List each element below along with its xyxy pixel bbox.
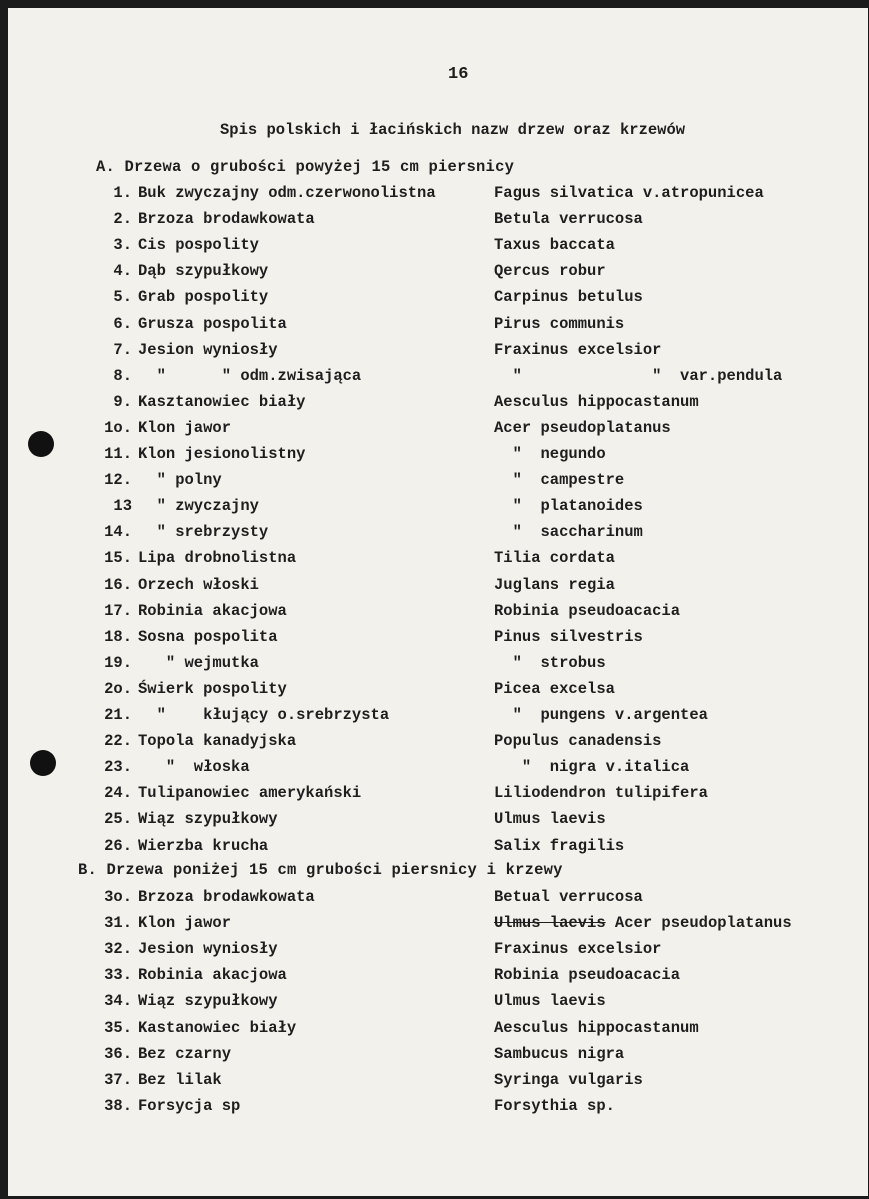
list-item: [8, 784, 868, 806]
list-item: [8, 602, 868, 624]
item-number: 31.: [104, 914, 132, 933]
latin-name-text: Carpinus betulus: [494, 288, 643, 307]
polish-name: " zwyczajny: [138, 497, 259, 516]
latin-name: [494, 732, 661, 750]
item-number: 2.: [113, 210, 132, 229]
latin-name: [494, 367, 782, 385]
list-item: [8, 471, 868, 493]
list-item: [8, 210, 868, 232]
latin-name-text: Juglans regia: [494, 575, 615, 594]
polish-name: Orzech włoski: [138, 575, 259, 594]
latin-name-text: Populus canadensis: [494, 732, 662, 751]
list-item: [8, 549, 868, 571]
item-number: 19.: [104, 653, 132, 672]
latin-name-text: Ulmus laevis: [494, 810, 606, 829]
polish-name: Grusza pospolita: [138, 314, 287, 333]
item-number: 14.: [104, 523, 132, 542]
item-number: 13: [113, 497, 132, 516]
polish-name: Robinia akacjowa: [138, 601, 287, 620]
polish-name: " kłujący o.srebrzysta: [138, 706, 390, 724]
polish-name: Tulipanowiec amerykański: [138, 784, 362, 803]
list-item: [8, 706, 868, 728]
latin-name-text: Tilia cordata: [494, 549, 615, 568]
item-number: 33.: [104, 966, 132, 985]
list-item: [8, 940, 868, 962]
latin-name: [494, 680, 615, 698]
item-number: 1o.: [104, 418, 132, 437]
latin-name-text: Robinia pseudoacacia: [494, 601, 681, 620]
latin-name: [494, 810, 606, 828]
section-a-heading: A. Drzewa o grubości powyżej 15 cm piersnicy: [96, 158, 515, 176]
polish-name: " wejmutka: [138, 653, 259, 672]
latin-name: [494, 966, 680, 984]
section-b-heading: B. Drzewa poniżej 15 cm grubości piersnicy i krzewy: [78, 861, 563, 879]
list-item: [8, 732, 868, 754]
item-number: 15.: [104, 549, 132, 568]
item-number: 34.: [104, 992, 132, 1011]
polish-name: " srebrzysty: [138, 523, 269, 542]
polish-name: Grab pospolity: [138, 288, 269, 307]
latin-name-text: Forsythia sp.: [494, 1096, 615, 1115]
page-number: 16: [448, 65, 469, 84]
latin-name: [494, 758, 689, 776]
item-number: 17.: [104, 601, 132, 620]
item-number: 21.: [104, 706, 132, 724]
item-number: 37.: [104, 1070, 132, 1089]
latin-name: [494, 1019, 699, 1037]
latin-name-text: Betual verrucosa: [494, 888, 643, 906]
item-number: 18.: [104, 627, 132, 646]
polish-name: Klon jesionolistny: [138, 445, 306, 463]
polish-name: Jesion wyniosły: [138, 940, 278, 959]
polish-name: Klon jawor: [138, 914, 232, 933]
latin-name-text: " " var.pendula: [494, 366, 783, 385]
latin-name: [494, 888, 643, 906]
latin-name: [494, 262, 606, 280]
item-number: 3o.: [104, 888, 132, 906]
latin-name: [494, 1071, 643, 1089]
latin-name: [494, 315, 624, 333]
list-item: [8, 288, 868, 310]
item-number: 3.: [113, 236, 132, 255]
latin-name: [494, 576, 615, 594]
latin-name-text: Ulmus laevis: [494, 992, 606, 1011]
latin-name-text: Fraxinus excelsior: [494, 340, 662, 359]
latin-name: [494, 523, 643, 541]
document-title: Spis polskich i łacińskich nazw drzew oraz krzewów: [220, 121, 686, 139]
latin-name: [494, 706, 708, 724]
polish-name: Buk zwyczajny odm.czerwonolistna: [138, 184, 436, 202]
latin-name: [494, 445, 606, 463]
item-number: 23.: [104, 758, 132, 777]
latin-name-text: " negundo: [494, 445, 606, 463]
polish-name: Sosna pospolita: [138, 627, 278, 646]
latin-name: [494, 654, 606, 672]
latin-name: [494, 992, 606, 1010]
polish-name: Robinia akacjowa: [138, 966, 287, 985]
latin-name-text: Syringa vulgaris: [494, 1070, 643, 1089]
latin-name: [494, 1045, 624, 1063]
list-item: [8, 680, 868, 702]
polish-name: Wiąz szypułkowy: [138, 992, 278, 1011]
polish-name: Wiąz szypułkowy: [138, 810, 278, 829]
polish-name: Świerk pospolity: [138, 679, 287, 698]
latin-name: [494, 549, 615, 567]
list-item: [8, 654, 868, 676]
polish-name: Kastanowiec biały: [138, 1018, 297, 1037]
list-item: [8, 966, 868, 988]
item-number: 22.: [104, 732, 132, 751]
latin-name: [494, 628, 643, 646]
latin-name-text: Salix fragilis: [494, 836, 625, 855]
latin-name-text: Fagus silvatica v.atropunicea: [494, 184, 764, 202]
polish-name: Brzoza brodawkowata: [138, 888, 315, 906]
latin-name-text: Robinia pseudoacacia: [494, 966, 681, 985]
struck-latin-name: Ulmus laevis: [494, 914, 606, 933]
latin-name-text: " pungens v.argentea: [494, 706, 708, 724]
item-number: 26.: [104, 836, 132, 855]
list-item: [8, 445, 868, 467]
latin-name-text: Pirus communis: [494, 314, 625, 333]
item-number: 9.: [113, 392, 132, 411]
latin-name-text: " platanoides: [494, 497, 643, 516]
list-item: [8, 393, 868, 415]
list-item: [8, 367, 868, 389]
list-item: [8, 419, 868, 441]
polish-name: Klon jawor: [138, 418, 232, 437]
latin-name-text: Taxus baccata: [494, 236, 615, 255]
polish-name: " polny: [138, 471, 222, 490]
latin-name: [494, 419, 671, 437]
item-number: 1.: [113, 184, 132, 202]
latin-name-text: Liliodendron tulipifera: [494, 784, 708, 803]
item-number: 2o.: [104, 679, 132, 698]
latin-name: [494, 914, 792, 932]
latin-name-text: Fraxinus excelsior: [494, 940, 662, 959]
list-item: [8, 1045, 868, 1067]
list-item: [8, 1071, 868, 1093]
list-item: [8, 1097, 868, 1119]
list-item: [8, 810, 868, 832]
latin-name: [494, 1097, 615, 1115]
polish-name: Cis pospolity: [138, 236, 259, 255]
polish-name: " " odm.zwisająca: [138, 366, 362, 385]
latin-name-text: " strobus: [494, 653, 606, 672]
latin-name-text: Picea excelsa: [494, 679, 615, 698]
polish-name: Brzoza brodawkowata: [138, 210, 315, 229]
item-number: 7.: [113, 340, 132, 359]
latin-name: [494, 393, 699, 411]
polish-name: Lipa drobnolistna: [138, 549, 297, 568]
list-item: [8, 888, 868, 910]
latin-name-text: Sambucus nigra: [494, 1044, 625, 1063]
latin-name-text: Acer pseudoplatanus: [605, 914, 792, 933]
polish-name: Wierzba krucha: [138, 836, 269, 855]
item-number: 4.: [113, 262, 132, 281]
punch-hole: [30, 750, 56, 776]
polish-name: Dąb szypułkowy: [138, 262, 269, 281]
list-item: [8, 236, 868, 258]
item-number: 24.: [104, 784, 132, 803]
latin-name: [494, 288, 643, 306]
item-number: 25.: [104, 810, 132, 829]
polish-name: " włoska: [138, 758, 250, 777]
item-number: 5.: [113, 288, 132, 307]
latin-name: [494, 940, 661, 958]
item-number: 36.: [104, 1044, 132, 1063]
list-item: [8, 341, 868, 363]
list-item: [8, 914, 868, 936]
polish-name: Jesion wyniosły: [138, 340, 278, 359]
latin-name: [494, 341, 661, 359]
list-item: [8, 576, 868, 598]
polish-name: Topola kanadyjska: [138, 732, 297, 751]
list-item: [8, 837, 868, 859]
list-item: [8, 523, 868, 545]
list-item: [8, 992, 868, 1014]
polish-name: Bez czarny: [138, 1044, 232, 1063]
item-number: 8.: [113, 366, 132, 385]
item-number: 16.: [104, 575, 132, 594]
latin-name-text: " nigra v.italica: [494, 758, 690, 777]
latin-name-text: " campestre: [494, 471, 625, 490]
list-item: [8, 1019, 868, 1041]
punch-hole: [28, 431, 54, 457]
latin-name-text: Betula verrucosa: [494, 210, 643, 229]
latin-name: [494, 497, 643, 515]
item-number: 12.: [104, 471, 132, 490]
latin-name-text: Qercus robur: [494, 262, 606, 281]
latin-name: [494, 602, 680, 620]
list-item: [8, 184, 868, 206]
list-item: [8, 628, 868, 650]
list-item: [8, 262, 868, 284]
polish-name: Bez lilak: [138, 1070, 222, 1089]
latin-name: [494, 210, 643, 228]
latin-name-text: Acer pseudoplatanus: [494, 418, 671, 437]
polish-name: Forsycja sp: [138, 1096, 241, 1115]
item-number: 32.: [104, 940, 132, 959]
latin-name: [494, 236, 615, 254]
latin-name-text: Aesculus hippocastanum: [494, 392, 699, 411]
latin-name: [494, 784, 708, 802]
item-number: 38.: [104, 1096, 132, 1115]
latin-name-text: " saccharinum: [494, 523, 643, 542]
latin-name-text: Pinus silvestris: [494, 627, 643, 646]
item-number: 6.: [113, 314, 132, 333]
list-item: [8, 758, 868, 780]
list-item: [8, 315, 868, 337]
latin-name: [494, 837, 624, 855]
latin-name-text: Aesculus hippocastanum: [494, 1018, 699, 1037]
latin-name: [494, 184, 764, 202]
item-number: 35.: [104, 1018, 132, 1037]
item-number: 11.: [104, 445, 132, 463]
polish-name: Kasztanowiec biały: [138, 392, 306, 411]
latin-name: [494, 471, 624, 489]
list-item: [8, 497, 868, 519]
document-page: [8, 8, 868, 1196]
